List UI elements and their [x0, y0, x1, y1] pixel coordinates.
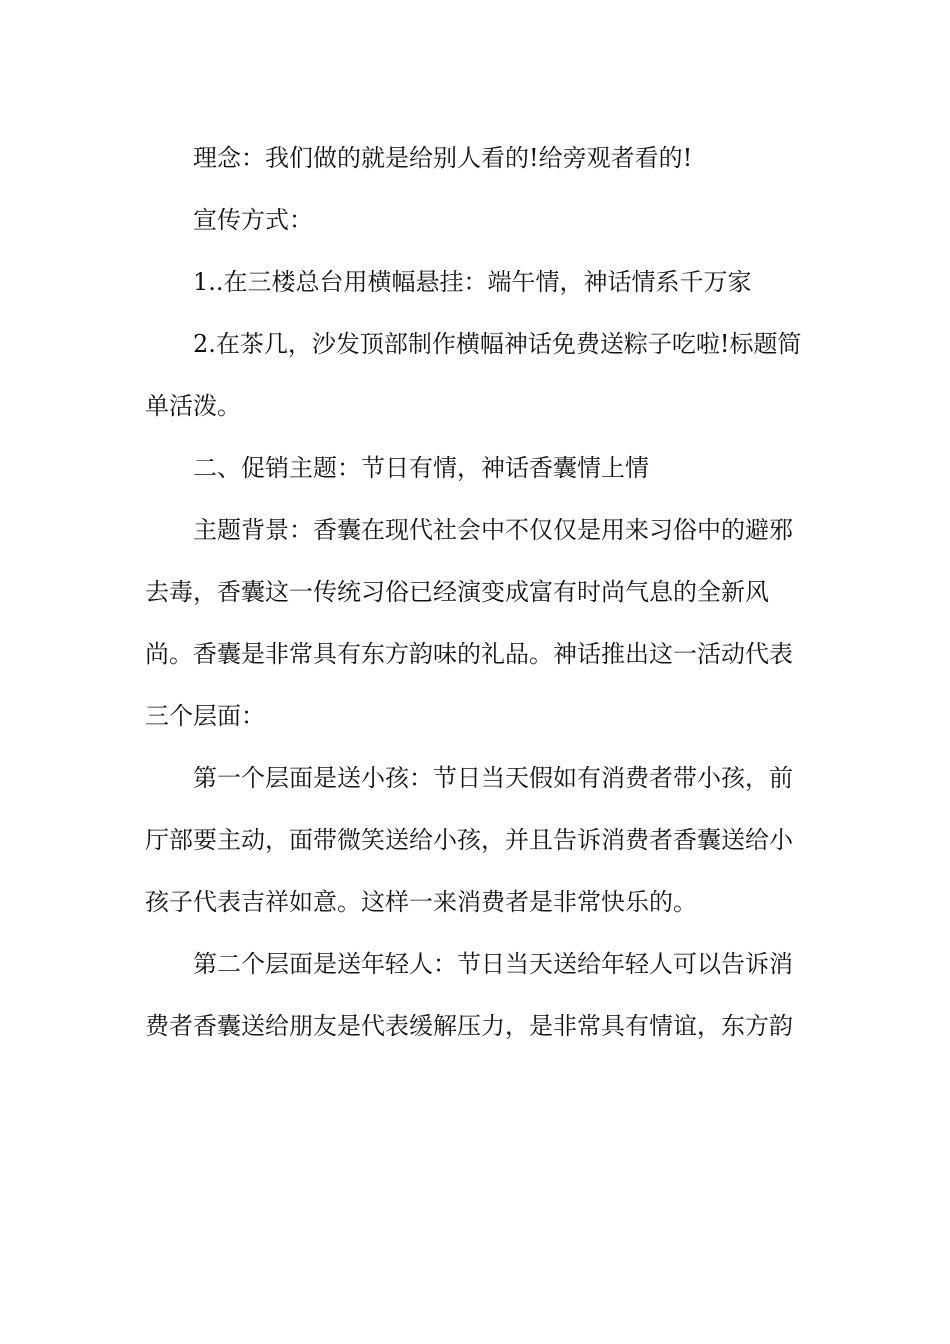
paragraph-level-1: 第一个层面是送小孩：节日当天假如有消费者带小孩，前厅部要主动，面带微笑送给小孩，并且告诉消费者香囊送给小孩子代表吉祥如意。这样一来消费者是非常快乐的。 — [145, 764, 793, 916]
paragraph-section-2-heading: 二、促销主题：节日有情，神话香囊情上情 — [193, 454, 649, 482]
paragraph-method-2: 2.在茶几，沙发顶部制作横幅神话免费送粽子吃啦!标题简单活泼。 — [145, 330, 802, 420]
paragraph-theme-background: 主题背景：香囊在现代社会中不仅仅是用来习俗中的避邪去毒，香囊这一传统习俗已经演变成富有时尚气息的全新风尚。香囊是非常具有东方韵味的礼品。神话推出这一活动代表三个层面： — [145, 516, 793, 730]
paragraph-concept: 理念：我们做的就是给别人看的!给旁观者看的! — [193, 144, 693, 172]
paragraph-method-1: 1..在三楼总台用横幅悬挂：端午情，神话情系千万家 — [193, 268, 752, 296]
document-body — [145, 127, 810, 1057]
paragraph-level-2: 第二个层面是送年轻人：节日当天送给年轻人可以告诉消费者香囊送给朋友是代表缓解压力，是非常具有情谊，东方韵 — [145, 950, 793, 1040]
paragraph-promotion-methods-heading: 宣传方式： — [193, 206, 313, 234]
